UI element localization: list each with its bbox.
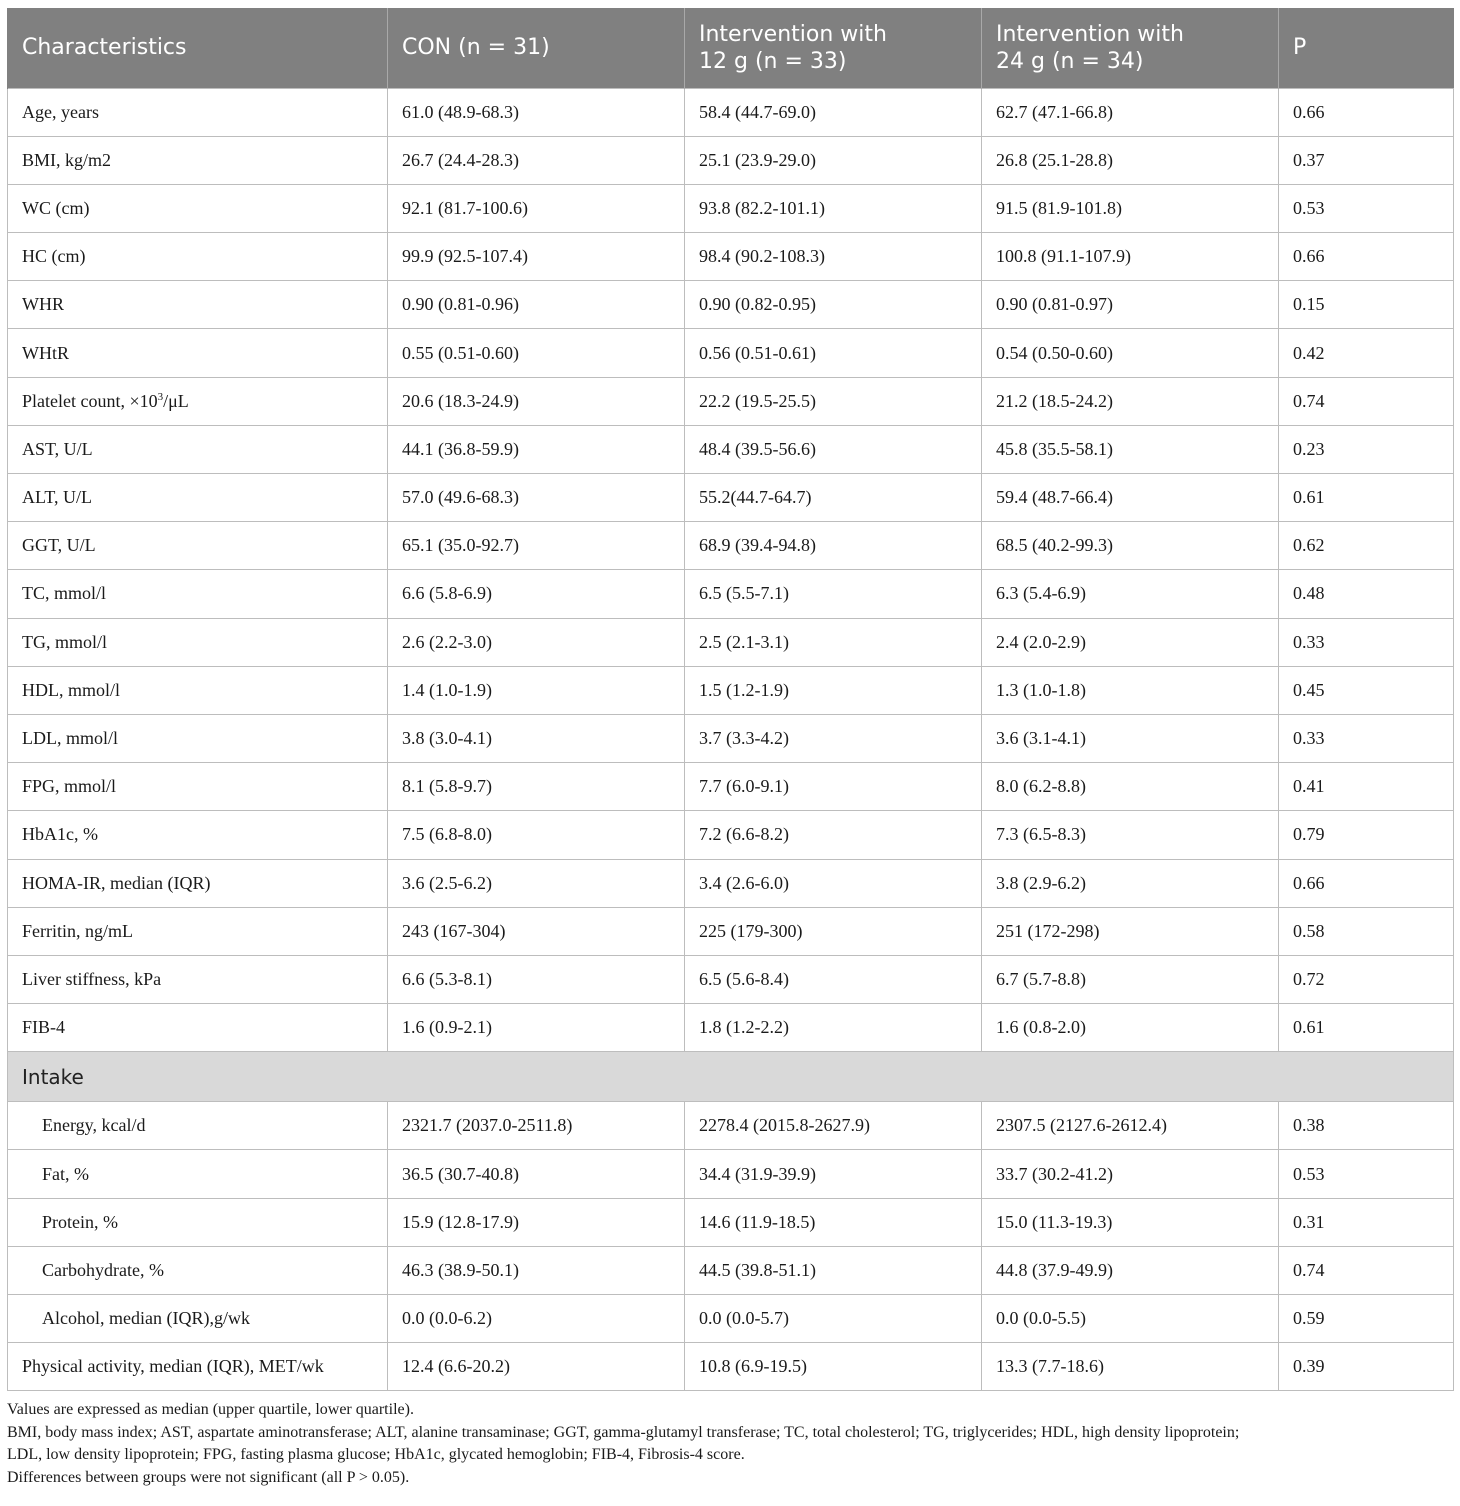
header-intervention-12g: Intervention with 12 g (n = 33) [685,8,982,88]
cell-con: 36.5 (30.7-40.8) [388,1150,685,1198]
cell-characteristic: Energy, kcal/d [8,1102,388,1150]
cell-p: 0.48 [1279,570,1454,618]
table-row [8,1150,1454,1198]
cell-24g: 33.7 (30.2-41.2) [982,1150,1279,1198]
cell-con: 57.0 (49.6-68.3) [388,474,685,522]
cell-24g: 21.2 (18.5-24.2) [982,377,1279,425]
cell-p: 0.59 [1279,1295,1454,1343]
cell-24g: 1.6 (0.8-2.0) [982,1004,1279,1052]
cell-12g: 2.5 (2.1-3.1) [685,618,982,666]
cell-characteristic: GGT, U/L [8,522,388,570]
cell-characteristic: HDL, mmol/l [8,666,388,714]
table-row [8,1102,1454,1150]
cell-con: 92.1 (81.7-100.6) [388,184,685,232]
cell-12g: 22.2 (19.5-25.5) [685,377,982,425]
cell-characteristic: Fat, % [8,1150,388,1198]
cell-p: 0.79 [1279,811,1454,859]
cell-con: 6.6 (5.3-8.1) [388,955,685,1003]
footnote-abbreviations-2: LDL, low density lipoprotein; FPG, fasting plasma glucose; HbA1c, glycated hemoglobin; FIB-4, Fibrosis-4 score. [7,1446,745,1464]
cell-p: 0.15 [1279,281,1454,329]
table-row [8,570,1454,618]
cell-con: 2321.7 (2037.0-2511.8) [388,1102,685,1150]
cell-24g: 3.6 (3.1-4.1) [982,714,1279,762]
cell-con: 3.8 (3.0-4.1) [388,714,685,762]
cell-24g: 0.0 (0.0-5.5) [982,1295,1279,1343]
cell-con: 0.0 (0.0-6.2) [388,1295,685,1343]
cell-characteristic: HbA1c, % [8,811,388,859]
table-header-row [8,8,1454,88]
cell-24g: 2.4 (2.0-2.9) [982,618,1279,666]
cell-p: 0.37 [1279,136,1454,184]
cell-characteristic: WHtR [8,329,388,377]
cell-12g: 6.5 (5.6-8.4) [685,955,982,1003]
cell-characteristic: TC, mmol/l [8,570,388,618]
footnote-significance: Differences between groups were not significant (all P > 0.05). [7,1468,410,1486]
cell-12g: 1.8 (1.2-2.2) [685,1004,982,1052]
cell-12g: 58.4 (44.7-69.0) [685,88,982,136]
cell-characteristic: Physical activity, median (IQR), MET/wk [8,1343,388,1391]
cell-p: 0.53 [1279,1150,1454,1198]
cell-p: 0.61 [1279,474,1454,522]
cell-characteristic: WC (cm) [8,184,388,232]
cell-12g: 25.1 (23.9-29.0) [685,136,982,184]
table-row [8,666,1454,714]
cell-12g: 225 (179-300) [685,907,982,955]
cell-12g: 10.8 (6.9-19.5) [685,1343,982,1391]
table-row [8,136,1454,184]
cell-characteristic: Protein, % [8,1198,388,1246]
cell-24g: 26.8 (25.1-28.8) [982,136,1279,184]
cell-con: 26.7 (24.4-28.3) [388,136,685,184]
cell-con: 99.9 (92.5-107.4) [388,233,685,281]
cell-24g: 0.90 (0.81-0.97) [982,281,1279,329]
cell-12g: 34.4 (31.9-39.9) [685,1150,982,1198]
cell-12g: 68.9 (39.4-94.8) [685,522,982,570]
cell-con: 0.55 (0.51-0.60) [388,329,685,377]
table-row [8,618,1454,666]
cell-24g: 59.4 (48.7-66.4) [982,474,1279,522]
cell-p: 0.39 [1279,1343,1454,1391]
cell-24g: 6.7 (5.7-8.8) [982,955,1279,1003]
cell-24g: 44.8 (37.9-49.9) [982,1246,1279,1294]
cell-24g: 0.54 (0.50-0.60) [982,329,1279,377]
table-row [8,714,1454,762]
table-row [8,281,1454,329]
table-row [8,88,1454,136]
cell-p: 0.41 [1279,763,1454,811]
section-row-intake [8,1052,1454,1102]
cell-24g: 62.7 (47.1-66.8) [982,88,1279,136]
cell-characteristic: ALT, U/L [8,474,388,522]
table-row [8,329,1454,377]
cell-24g: 15.0 (11.3-19.3) [982,1198,1279,1246]
section-label: Intake [8,1052,1454,1102]
cell-12g: 1.5 (1.2-1.9) [685,666,982,714]
cell-con: 7.5 (6.8-8.0) [388,811,685,859]
cell-24g: 45.8 (35.5-58.1) [982,425,1279,473]
characteristics-table [7,8,1454,1391]
cell-12g: 3.4 (2.6-6.0) [685,859,982,907]
cell-characteristic: LDL, mmol/l [8,714,388,762]
cell-p: 0.38 [1279,1102,1454,1150]
cell-12g: 3.7 (3.3-4.2) [685,714,982,762]
table-row [8,522,1454,570]
table-row [8,1295,1454,1343]
cell-12g: 93.8 (82.2-101.1) [685,184,982,232]
footnote-abbreviations-1: BMI, body mass index; AST, aspartate aminotransferase; ALT, alanine transaminase; GGT, gamma-glutamyl transferase; TC, total cholesterol; TG, triglycerides; HDL, high density lipoprotein; [7,1423,1240,1441]
table-footnotes [7,1399,1453,1489]
exponent: 3 [157,390,164,403]
cell-24g: 91.5 (81.9-101.8) [982,184,1279,232]
cell-p: 0.74 [1279,377,1454,425]
cell-characteristic: Carbohydrate, % [8,1246,388,1294]
cell-24g: 1.3 (1.0-1.8) [982,666,1279,714]
cell-12g: 44.5 (39.8-51.1) [685,1246,982,1294]
cell-p: 0.66 [1279,88,1454,136]
table-row [8,955,1454,1003]
cell-24g: 6.3 (5.4-6.9) [982,570,1279,618]
cell-12g: 0.0 (0.0-5.7) [685,1295,982,1343]
cell-24g: 68.5 (40.2-99.3) [982,522,1279,570]
cell-characteristic: TG, mmol/l [8,618,388,666]
footnote-values: Values are expressed as median (upper quartile, lower quartile). [7,1401,414,1419]
table-row [8,859,1454,907]
table-row [8,233,1454,281]
cell-con: 6.6 (5.8-6.9) [388,570,685,618]
cell-12g: 0.90 (0.82-0.95) [685,281,982,329]
cell-p: 0.61 [1279,1004,1454,1052]
cell-p: 0.33 [1279,714,1454,762]
cell-p: 0.33 [1279,618,1454,666]
cell-p: 0.31 [1279,1198,1454,1246]
cell-characteristic: HC (cm) [8,233,388,281]
cell-con: 8.1 (5.8-9.7) [388,763,685,811]
table-row [8,377,1454,425]
cell-characteristic: BMI, kg/m2 [8,136,388,184]
cell-characteristic: Alcohol, median (IQR),g/wk [8,1295,388,1343]
cell-characteristic: Age, years [8,88,388,136]
table-row [8,1198,1454,1246]
table-row [8,425,1454,473]
cell-12g: 0.56 (0.51-0.61) [685,329,982,377]
cell-con: 1.4 (1.0-1.9) [388,666,685,714]
cell-characteristic: HOMA-IR, median (IQR) [8,859,388,907]
cell-characteristic: FIB-4 [8,1004,388,1052]
cell-con: 12.4 (6.6-20.2) [388,1343,685,1391]
table-row [8,811,1454,859]
cell-con: 44.1 (36.8-59.9) [388,425,685,473]
cell-p: 0.66 [1279,859,1454,907]
cell-characteristic: Liver stiffness, kPa [8,955,388,1003]
cell-con: 15.9 (12.8-17.9) [388,1198,685,1246]
cell-characteristic: WHR [8,281,388,329]
header-characteristics: Characteristics [8,8,388,88]
cell-p: 0.72 [1279,955,1454,1003]
header-p: P [1279,8,1454,88]
cell-characteristic: AST, U/L [8,425,388,473]
cell-12g: 48.4 (39.5-56.6) [685,425,982,473]
cell-24g: 8.0 (6.2-8.8) [982,763,1279,811]
cell-p: 0.74 [1279,1246,1454,1294]
cell-con: 65.1 (35.0-92.7) [388,522,685,570]
table-row [8,474,1454,522]
cell-p: 0.58 [1279,907,1454,955]
cell-con: 0.90 (0.81-0.96) [388,281,685,329]
cell-con: 2.6 (2.2-3.0) [388,618,685,666]
cell-p: 0.23 [1279,425,1454,473]
table-body [8,88,1454,1391]
cell-characteristic: Ferritin, ng/mL [8,907,388,955]
cell-12g: 55.2(44.7-64.7) [685,474,982,522]
header-con: CON (n = 31) [388,8,685,88]
cell-12g: 7.7 (6.0-9.1) [685,763,982,811]
cell-24g: 251 (172-298) [982,907,1279,955]
cell-12g: 14.6 (11.9-18.5) [685,1198,982,1246]
cell-characteristic: Platelet count, $\times 10^3/\mu L$ [8,377,388,425]
cell-12g: 6.5 (5.5-7.1) [685,570,982,618]
cell-con: 243 (167-304) [388,907,685,955]
cell-12g: 7.2 (6.6-8.2) [685,811,982,859]
cell-p: 0.42 [1279,329,1454,377]
cell-12g: 2278.4 (2015.8-2627.9) [685,1102,982,1150]
table-row [8,1004,1454,1052]
cell-24g: 13.3 (7.7-18.6) [982,1343,1279,1391]
cell-con: 46.3 (38.9-50.1) [388,1246,685,1294]
cell-characteristic: FPG, mmol/l [8,763,388,811]
header-intervention-24g: Intervention with 24 g (n = 34) [982,8,1279,88]
cell-con: 61.0 (48.9-68.3) [388,88,685,136]
cell-24g: 3.8 (2.9-6.2) [982,859,1279,907]
cell-24g: 7.3 (6.5-8.3) [982,811,1279,859]
cell-p: 0.62 [1279,522,1454,570]
table-row [8,1343,1454,1391]
cell-con: 3.6 (2.5-6.2) [388,859,685,907]
table-row [8,907,1454,955]
cell-con: 20.6 (18.3-24.9) [388,377,685,425]
cell-24g: 100.8 (91.1-107.9) [982,233,1279,281]
cell-12g: 98.4 (90.2-108.3) [685,233,982,281]
cell-24g: 2307.5 (2127.6-2612.4) [982,1102,1279,1150]
cell-p: 0.66 [1279,233,1454,281]
table-container [7,8,1453,1489]
table-row [8,1246,1454,1294]
cell-con: 1.6 (0.9-2.1) [388,1004,685,1052]
cell-p: 0.53 [1279,184,1454,232]
table-row [8,763,1454,811]
table-row [8,184,1454,232]
cell-p: 0.45 [1279,666,1454,714]
